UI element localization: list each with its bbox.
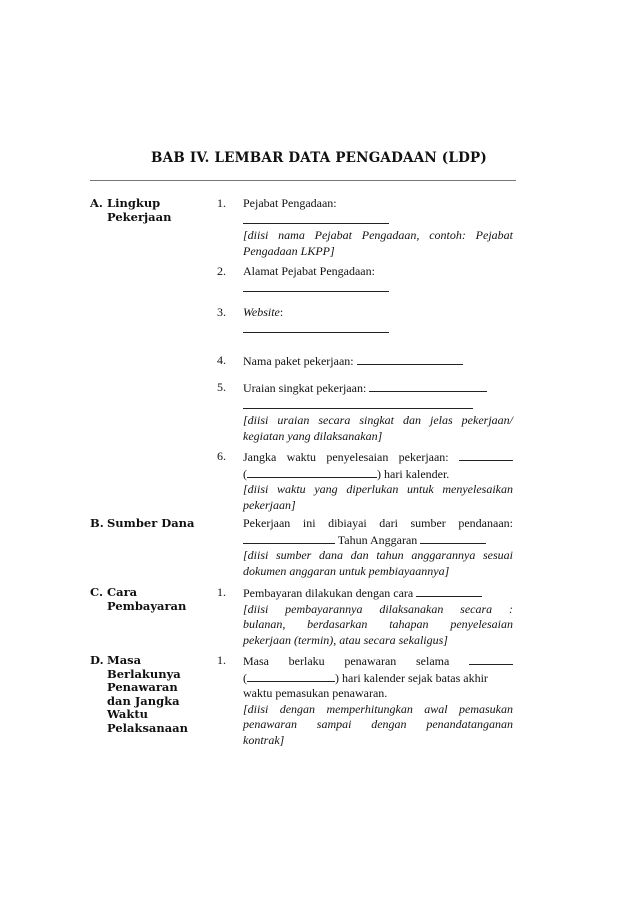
item-number: 1. xyxy=(217,585,226,599)
item-b: Pekerjaan ini dibiayai dari sumber pendanaan: Tahun Anggaran [diisi sumber dana dan tahun anggarannya sesuai dokumen anggaran untuk pembiayaannya] xyxy=(243,516,513,578)
fill-blank xyxy=(357,353,463,365)
fill-blank xyxy=(247,670,335,682)
fill-blank xyxy=(243,280,389,292)
fill-blank xyxy=(369,380,487,392)
item-number: 1. xyxy=(217,653,226,667)
item-number: 2. xyxy=(217,264,226,278)
fill-blank xyxy=(416,585,482,597)
item-c1: Pembayaran dilakukan dengan cara [diisi pembayarannya dilaksanakan secara : bulanan, berdasarkan tahapan penyelesaian pekerjaan (termin), atau secara sekaligus] xyxy=(243,586,513,647)
section-letter: C. xyxy=(90,585,103,599)
fill-blank xyxy=(459,449,513,461)
item-number: 6. xyxy=(217,449,226,463)
section-a-heading: A. Lingkup Pekerjaan xyxy=(90,196,172,224)
section-letter: A. xyxy=(90,196,103,210)
section-letter: D. xyxy=(90,653,104,667)
page-title: BAB IV. LEMBAR DATA PENGADAAN (LDP) xyxy=(151,150,487,166)
item-a2: Alamat Pejabat Pengadaan: xyxy=(243,264,513,296)
fill-blank xyxy=(243,212,389,224)
fill-blank xyxy=(243,321,389,333)
item-number: 5. xyxy=(217,380,226,394)
item-d1: Masa berlaku penawaran selama ( ) hari kalender sejak batas akhir waktu pemasukan penawaran. [diisi dengan memperhitungkan awal pemasukan penawaran sampai dengan penandatanganan kontrak] xyxy=(243,654,513,747)
section-letter: B. xyxy=(90,516,104,530)
item-a4: Nama paket pekerjaan: xyxy=(243,353,513,370)
fill-blank xyxy=(420,532,486,544)
item-number: 1. xyxy=(217,196,226,210)
item-a3: Website: xyxy=(243,305,513,337)
fill-blank xyxy=(243,532,335,544)
section-c-heading: C. Cara Pembayaran xyxy=(90,585,187,613)
item-a1: Pejabat Pengadaan: [diisi nama Pejabat Pengadaan, contoh: Pejabat Pengadaan LKPP] xyxy=(243,196,513,258)
item-a5: Uraian singkat pekerjaan: [diisi uraian secara singkat dan jelas pekerjaan/ kegiatan yang dilaksanakan] xyxy=(243,381,513,443)
title-divider xyxy=(90,180,516,181)
fill-blank xyxy=(469,653,513,665)
item-number: 4. xyxy=(217,353,226,367)
section-d-heading: D. Masa Berlakunya Penawaran dan Jangka Waktu Pelaksanaan xyxy=(90,653,188,735)
item-a6: Jangka waktu penyelesaian pekerjaan: ( ) hari kalender. [diisi waktu yang diperlukan untuk menyelesaikan pekerjaan] xyxy=(243,450,513,512)
item-number: 3. xyxy=(217,305,226,319)
fill-blank xyxy=(247,466,377,478)
fill-blank xyxy=(243,397,473,409)
section-b-heading: B. Sumber Dana xyxy=(90,516,195,530)
